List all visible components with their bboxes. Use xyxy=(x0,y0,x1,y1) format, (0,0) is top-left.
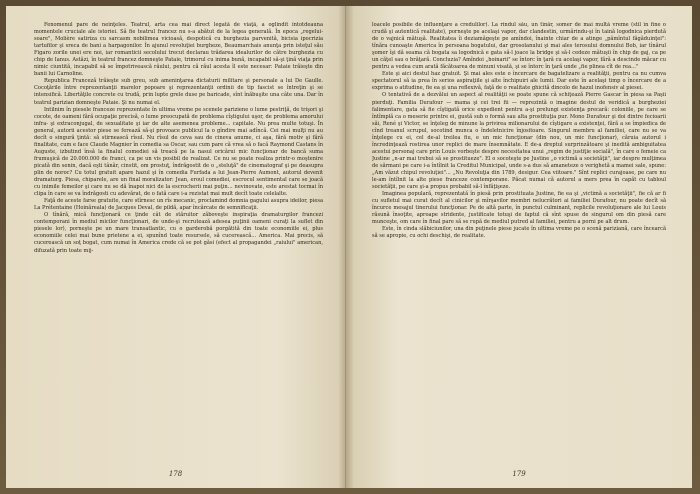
left-page xyxy=(6,6,346,488)
paragraph: Este şi aici destul haz gratuit. Şi mai ales este o încercare de bagatelizare a realităţii, pentru ca nu cumva spectatorul să ia prea în serios aspiraţiile şi alte închipuiri ale lumii. Dar este în acelaşi timp o încercare de a exprima o atitudine, fie ea şi una reflexivă, faţă de o realitate ghicită dincolo de hazul inofensiv al piesei. xyxy=(372,71,666,92)
book-gutter xyxy=(338,6,354,488)
paragraph: Faţă de aceste farse gratuite, care stîrnesc un rîs mecanic, proclamind domnia gagului asupra ideilor, piesa La Prétentaine (Hoinăreala) de Jacques Deval, de pildă, apar încărcate de semnificaţii. xyxy=(34,198,323,212)
paragraph: Fenomenul pare de neînţeles. Teatrul, arta cea mai direct legată de viaţă, a oglindit întotdeauna momentele cruciale ale istoriei. Să fie teatrul francez nu s-a abătut de la legea generală. În epoca „regelui-soare", Molière satiriza cu sarcasm nobilimea vicioasă, despotică cu burghezia parvenită, bicisia ipocrizia tartufilor şi sreca de bani a harpagonilor. În ajunul revoluţiei burgheze, Beaumarchais anunţa prin isteţul său Figaro zorile unei ere noi, iar romanticii secolului trecut declarau trădarea idealurilor de către burghezia cu chip de Ianus. Astăzi, în teatrul francez domneşte Pataie, trimorul cu inima bună, incapabil să-şi ţină viaţa prin nimic ciuntită, incapabil să se împotrivească răului, pentru că răul acesta îl este necesar: Pataie trăieşte din banii lui Carnoline. xyxy=(34,22,323,78)
paragraph: Imaginea populară, reprezentată în piesă prin prostituata Justine, fie ea şi „victimă a societăţii", fie că ar fi cu sufletul mai curat decît al cinicilor şi mîrşavilor membri nelucrători ai familiei Durafour, nu poate decît să încurce mesajul tinerului funcţionar. Pe de altă parte, în punctul culminant, replicile revoluţionare ale lui Louis răsună însoţite, aproape stridente, justificate totuşi de faptul că sînt spuse de singurul om din piesă care munceşte, om care în final pare să se rupă de mediul putred al familiei, pentru a porni pe alt drum. xyxy=(372,191,666,226)
paragraph: O tînără, mică funcţionară ce ţinde cât de stăruitor zăboveşte inspiraţia dramaturgilor francezi contemporani în mediul micilor funcţionari, de unde-şi recrutează adesea puţinii oameni curaţi la suflet din piesele lor), porneşte pe un mare transatlantic, cu o garderobă porgătită din toate economiile ei, plus economiile celei mai bune prietene a ei, spunînd toate resursele, să cucerească... America. Mai precis, să cucerească un soţ bogat, cum numai în America crede că se pot găsi (efect al propagandei „raiului" american, difuzată prin toate mij- xyxy=(34,212,323,254)
paragraph: Intilnim în piesele franceze reprezentate în ultima vreme pe scenele pariziene o lume pestriţă, de trişori şi cocote, de oameni fără ocupaţie precisă, o lume preocupată de problema cîştigului uşor, de problema amorului infra- şi extraconjugal, de sexualitate şi iar de alte asemenea probleme... capitale. Nu prea multe totuşi. În general, autorii acestor piese se ferează să-şi provoace publicul la o gîndire mai adîncă. Cei mai mulţi nu au decît o singură ţintă: să stirnească rîsul. Nu rîsul de ceva sau de cineva anume, ci aşa, fără motiv şi fără finalitate, cum e face Claude Magnier în comedia sa Oscar, sau cum pare că vrea să o facă Raymond Castans în Auguste, izbutind însă la finalul comediei să treacă pe la nasul oricărui mic funcţionar de bancă suma frumuşică de 20.000.000 de franci, ca pe un vis posibil de realizat. Ce nu se poate realiza printr-o moştenire picată din senin, dacă eşti tânăr, cinstit, om prostuţ, îndrăgostit de o „steluţă" de cinematograf şi pe deasupra plin de noroc? Cu totul gratuit apare hazul şi în comedia Furfada a lui Jean-Pierre Aumont, autorul devenit dramaturg. Piesa, chiparele, are un final moralizator: Jean, eroul comediei, escrocul sentimental care se joacă cu inimile femeilor şi care nu se dă înapoi nici de la escrocherii mai puţin... nevinovate, este arestat tocmai în clipa în care se va îndrăgosti cu adevărat, de o fată care i-a rezistat mai mult decît toate celelalte. xyxy=(34,106,323,198)
right-page xyxy=(346,6,692,488)
paragraph: Republica Franceză trăieşte sub greu, sub ameninţarea dictaturii militare şi personale a lui De Gaulle. Cocoţările între reprezentanţii marelor popoare şi reprezentanţii ordinii de tip fascist se întreţin şi se intensifică. Libertăţile concrete cu trudă, prin lupte grele duse pe baricade, sînt înăbuşite una câte una. Dar în teatrul parizian domneşte Pataie. Şi nu numai el. xyxy=(34,78,323,106)
page-number: 178 xyxy=(168,470,183,478)
page-number: 179 xyxy=(512,470,526,478)
paragraph: loacele posibile de influenţare a credulilor). La rindul său, un tînăr, somer de mai multă vreme (stil în fine o crudă şi autentică realitate), porneşte pe acelaşi vapor, dar clandestin, urmărindu-şi în taină logodnica pierdută de o vajnică mătuşă. Realitatea îi deziamăgeşte pe amîndoi, înainte chiar de a atinge „pămîntul făgăduinţei": tînăra cunoaşte America în persoana bogatului, dar grosolanului şi mai ales terosului domnului Bob, iar tînărul şomer îşi dă seama că bogata sa logodnică e gata să-l joace la bridge şi să-l cedeze mătuşii în chip de gaj, ca pe un căţel sau o brăţară. Concluzia? Amîndoi „hoinarii" se întorc în ţară cu acelaşi vapor, fără a descinde măcar cu pentru a vedea cum arată făcătoarea de minuni visată, şi se întorc în ţară unde „fie plinea cît de rea..." xyxy=(372,22,666,71)
left-page-text xyxy=(34,22,323,462)
right-page-text xyxy=(372,22,666,462)
paragraph: Este, în cinda slăbiciunilor, una din puţinele piese jucate în ultima vreme pe o scenă pariziană, care încearcă să se apropie, cu ochi deschişi, de realitate. xyxy=(372,226,666,240)
paragraph: O tentativă de a dezvălui un aspect al realităţii se poate spune că schiţează Pierre Gascar în piesa sa Paşii pierduţi. Familia Durafour — mama şi cei trei fii — reprezintă o imagine destul de veridică a burgheziei falimentare, gata să fie cîştigată orice expedient pentru a-şi prelungi existenţa precară: coloniile, pe care se întîmplă ca o meserie printre ei, gustă sub o formă sau alta prostituţia pur. Mono Durafour şi doi dintre fecioarii săi, René şi Victor, se înţeleg de minune la privirea milionarului de cîştigare a existenţei, fără a se împiedica de cînd treanul scrupul, socotind munca o îndeletnicire înjositoare. Singurul membru al familiei, care nu se va înţelege cu ei, cel de-al treilea fiu, e un mic funcţionar (din nou, un mic funcţionar), căruia autorul i încredinţează rostirea unor replici de mare însemnătate. E de-a dreptul surprinzătoare şi inedită ambiguitatea acestui personaj care prin Louis vorbeşte despre necesitatea unui „regim de justiţie socială", în care o femeie ca Justine „n-ar mai trebui să se prostitueze". El o socoteşte pe Justine „o victimă a societăţii", iar despre mulţimea de sărmani pe care i-a întîlnit la Creditul Municipal, unde s-a dus să amaneteze o verighetă a mamei sale, spune: „Am văzut chipul revoluţiei"... „Nu Revoluţia din 1789, desigur. Cea viitoare." Sînt replici curajoase, pe care nu le-am întîlnit la alte piese franceze contemporane. Păcat numai că autorul a mers prea în capăt cu tabloul societăţii, pe care şi-a propus probabil să-l înfăţişeze. xyxy=(372,92,666,191)
